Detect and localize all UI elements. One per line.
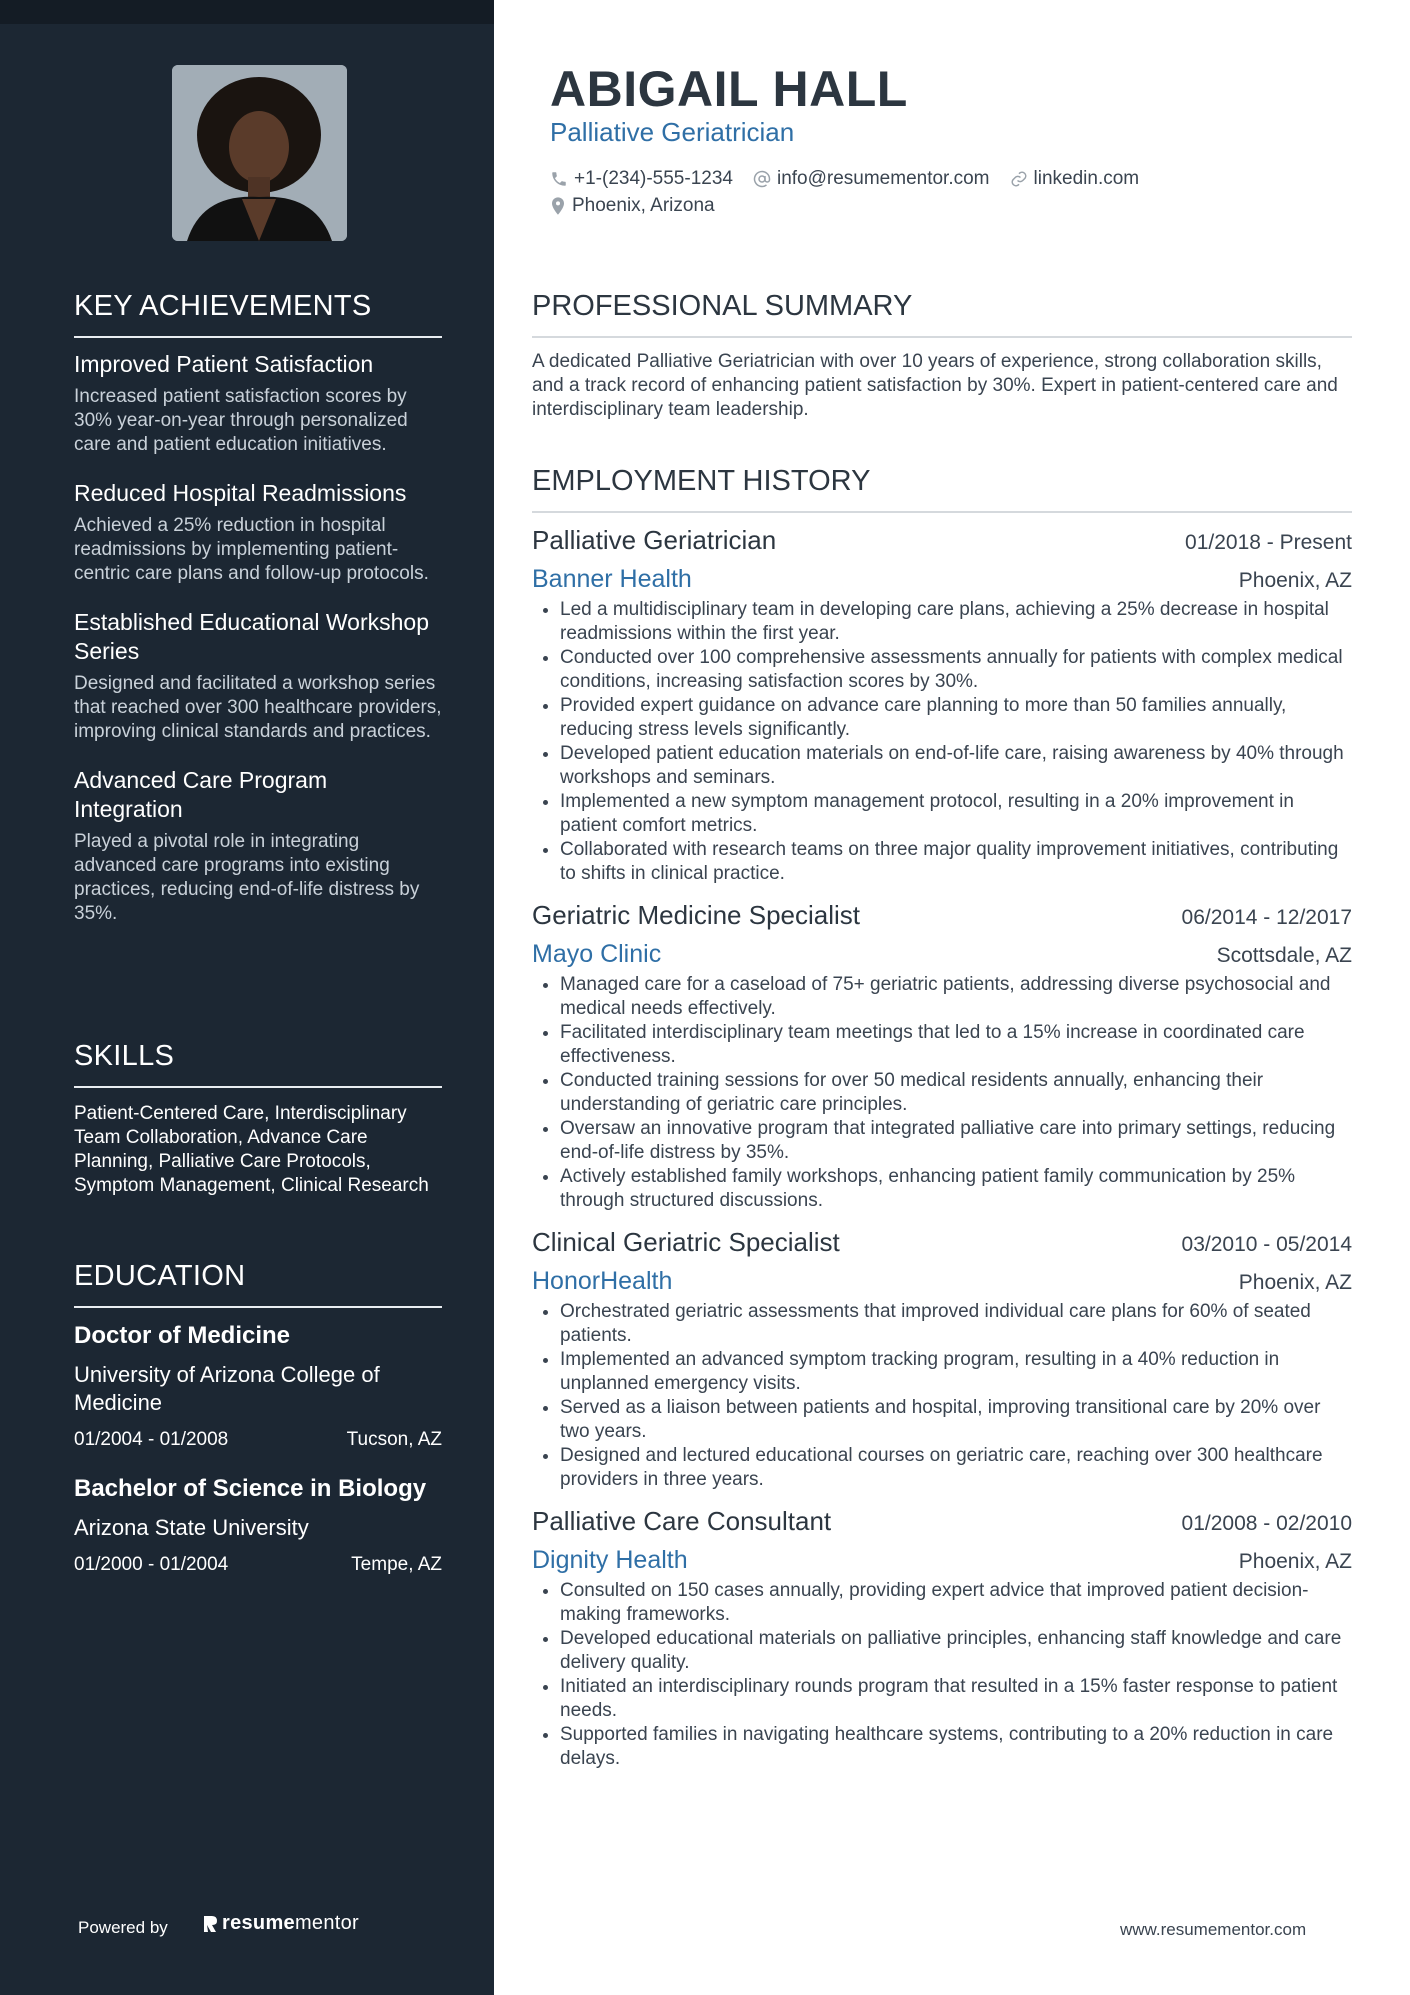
employment-heading: EMPLOYMENT HISTORY bbox=[532, 465, 1352, 513]
company-name: Mayo Clinic bbox=[532, 940, 662, 968]
resumementor-logo[interactable] bbox=[202, 1912, 359, 1935]
job-bullet: • Supported families in navigating healthcare systems, contributing to a 20% reduction in care delays. bbox=[560, 1723, 1352, 1771]
logo-text-bold: resume bbox=[222, 1912, 295, 1934]
summary-section bbox=[532, 290, 1352, 422]
education-dates: 01/2000 - 01/2004 bbox=[74, 1554, 229, 1575]
job-bullet: • Designed and lectured educational courses on geriatric care, reaching over 300 healthcare providers in three years. bbox=[560, 1444, 1352, 1492]
education-school: Arizona State University bbox=[74, 1515, 309, 1540]
sidebar bbox=[0, 0, 494, 1995]
contact-location bbox=[550, 195, 715, 217]
job-dates: 03/2010 - 05/2014 bbox=[1181, 1233, 1352, 1256]
job-bullet: • Implemented an advanced symptom tracking program, resulting in a 40% reduction in unplanned emergency visits. bbox=[560, 1348, 1352, 1396]
job-bullet: • Facilitated interdisciplinary team meetings that led to a 15% increase in coordinated care effectiveness. bbox=[560, 1021, 1352, 1069]
job-location: Phoenix, AZ bbox=[1238, 1271, 1352, 1294]
summary-text: A dedicated Palliative Geriatrician with over 10 years of experience, strong collaboration skills, and a track record of enhancing patient satisfaction by 30%. Expert in patient-centered care and interdisciplinary team leadership. bbox=[532, 351, 1338, 420]
job-dates: 01/2008 - 02/2010 bbox=[1181, 1512, 1352, 1535]
achievements-section bbox=[74, 290, 442, 948]
achievement-title: Reduced Hospital Readmissions bbox=[74, 480, 407, 506]
job-bullet: • Managed care for a caseload of 75+ geriatric patients, addressing diverse psychosocial and medical needs effectively. bbox=[560, 973, 1352, 1021]
footer-website-link[interactable]: www.resumementor.com bbox=[1120, 1920, 1307, 1939]
location-pin-icon bbox=[550, 196, 566, 216]
contact-linkedin[interactable] bbox=[1010, 168, 1140, 190]
contact-info bbox=[550, 165, 1159, 219]
job-title: Clinical Geriatric Specialist bbox=[532, 1227, 840, 1257]
phone-icon bbox=[550, 170, 568, 188]
summary-heading: PROFESSIONAL SUMMARY bbox=[532, 290, 1352, 338]
job-bullets bbox=[532, 1300, 1352, 1492]
achievement-description: Designed and facilitated a workshop series that reached over 300 healthcare providers, improving clinical standards and practices. bbox=[74, 673, 442, 742]
education-item bbox=[74, 1473, 442, 1576]
achievement-item bbox=[74, 766, 442, 926]
employment-section bbox=[532, 465, 1352, 1771]
company-name: Banner Health bbox=[532, 565, 692, 593]
job-bullet: • Conducted over 100 comprehensive assessments annually for patients with complex medical conditions, increasing satisfaction scores by 30%. bbox=[560, 646, 1352, 694]
achievement-item bbox=[74, 608, 442, 744]
job-title: Palliative Geriatrician bbox=[532, 525, 777, 555]
contact-email[interactable] bbox=[753, 168, 990, 190]
job-entry bbox=[532, 900, 1352, 1213]
job-bullet: • Consulted on 150 cases annually, providing expert advice that improved patient decision-making frameworks. bbox=[560, 1579, 1352, 1627]
job-location: Scottsdale, AZ bbox=[1216, 944, 1352, 967]
education-school: University of Arizona College of Medicine bbox=[74, 1362, 380, 1415]
achievement-title: Advanced Care Program Integration bbox=[74, 767, 328, 822]
job-bullet: • Provided expert guidance on advance care planning to more than 50 families annually, reducing stress levels significantly. bbox=[560, 694, 1352, 742]
achievements-heading: KEY ACHIEVEMENTS bbox=[74, 290, 442, 338]
linkedin-text: linkedin.com bbox=[1033, 167, 1140, 189]
achievement-title: Improved Patient Satisfaction bbox=[74, 351, 374, 377]
job-bullets bbox=[532, 1579, 1352, 1771]
sidebar-top-strip bbox=[0, 0, 494, 24]
location-text: Phoenix, Arizona bbox=[572, 194, 715, 216]
link-icon bbox=[1010, 170, 1028, 188]
job-bullet: • Implemented a new symptom management protocol, resulting in a 20% improvement in patient comfort metrics. bbox=[560, 790, 1352, 838]
education-location: Tucson, AZ bbox=[346, 1429, 442, 1450]
skills-list: Patient-Centered Care, Interdisciplinary Team Collaboration, Advance Care Planning, Palliative Care Protocols, Symptom Management, Clinical Research bbox=[74, 1103, 429, 1196]
job-bullets bbox=[532, 973, 1352, 1213]
achievement-item bbox=[74, 479, 442, 586]
education-item bbox=[74, 1320, 442, 1451]
education-heading: EDUCATION bbox=[74, 1260, 442, 1308]
contact-row bbox=[550, 192, 1159, 219]
job-bullets bbox=[532, 598, 1352, 886]
profile-photo-illustration bbox=[172, 65, 347, 241]
education-meta bbox=[74, 1429, 442, 1451]
job-title: Geriatric Medicine Specialist bbox=[532, 900, 861, 930]
job-bullet: • Developed educational materials on palliative principles, enhancing staff knowledge and care delivery quality. bbox=[560, 1627, 1352, 1675]
job-bullet: • Orchestrated geriatric assessments that improved individual care plans for 60% of seated patients. bbox=[560, 1300, 1352, 1348]
email-text: info@resumementor.com bbox=[776, 167, 990, 189]
at-sign-icon bbox=[753, 170, 771, 188]
job-bullet: • Led a multidisciplinary team in developing care plans, achieving a 25% decrease in hospital readmissions within the first year. bbox=[560, 598, 1352, 646]
job-bullet: • Developed patient education materials on end-of-life care, raising awareness by 40% through workshops and seminars. bbox=[560, 742, 1352, 790]
candidate-name: ABIGAIL HALL bbox=[550, 61, 908, 117]
resumementor-logo-icon bbox=[202, 1914, 218, 1934]
job-bullet: • Served as a liaison between patients and hospital, improving transitional care by 20% over two years. bbox=[560, 1396, 1352, 1444]
company-name: Dignity Health bbox=[532, 1546, 688, 1574]
job-bullet: • Collaborated with research teams on three major quality improvement initiatives, contributing to shifts in clinical practice. bbox=[560, 838, 1352, 886]
powered-by-label: Powered by bbox=[78, 1918, 168, 1937]
logo-text-rest: mentor bbox=[294, 1912, 359, 1934]
education-dates: 01/2004 - 01/2008 bbox=[74, 1429, 229, 1450]
education-meta bbox=[74, 1554, 442, 1576]
job-bullet: • Oversaw an innovative program that integrated palliative care into primary settings, reducing end-of-life distress by 35%. bbox=[560, 1117, 1352, 1165]
profile-photo bbox=[172, 65, 347, 241]
job-entry bbox=[532, 525, 1352, 886]
job-location: Phoenix, AZ bbox=[1238, 1550, 1352, 1573]
achievement-title: Established Educational Workshop Series bbox=[74, 609, 430, 664]
achievement-description: Increased patient satisfaction scores by 30% year-on-year through personalized care and patient education initiatives. bbox=[74, 386, 408, 455]
education-location: Tempe, AZ bbox=[351, 1554, 442, 1575]
achievement-description: Played a pivotal role in integrating advanced care programs into existing practices, reducing end-of-life distress by 35%. bbox=[74, 831, 420, 924]
candidate-role: Palliative Geriatrician bbox=[550, 117, 795, 147]
skills-heading: SKILLS bbox=[74, 1040, 442, 1088]
job-bullet: • Initiated an interdisciplinary rounds program that resulted in a 15% faster response to patient needs. bbox=[560, 1675, 1352, 1723]
job-entry bbox=[532, 1227, 1352, 1492]
education-section bbox=[74, 1260, 442, 1576]
achievement-item bbox=[74, 350, 442, 457]
job-dates: 06/2014 - 12/2017 bbox=[1181, 906, 1352, 929]
job-dates: 01/2018 - Present bbox=[1185, 531, 1352, 554]
job-bullet: • Conducted training sessions for over 50 medical residents annually, enhancing their understanding of geriatric care principles. bbox=[560, 1069, 1352, 1117]
job-location: Phoenix, AZ bbox=[1238, 569, 1352, 592]
contact-row bbox=[550, 165, 1159, 192]
company-name: HonorHealth bbox=[532, 1267, 673, 1295]
job-bullet: • Actively established family workshops, enhancing patient family communication by 25% through structured discussions. bbox=[560, 1165, 1352, 1213]
education-degree: Bachelor of Science in Biology bbox=[74, 1475, 427, 1502]
skills-section bbox=[74, 1040, 442, 1198]
job-entry bbox=[532, 1506, 1352, 1771]
achievement-description: Achieved a 25% reduction in hospital readmissions by implementing patient-centric care plans and follow-up protocols. bbox=[74, 515, 429, 584]
phone-text: +1-(234)-555-1234 bbox=[574, 167, 733, 189]
contact-phone[interactable] bbox=[550, 168, 733, 190]
job-title: Palliative Care Consultant bbox=[532, 1506, 832, 1536]
education-degree: Doctor of Medicine bbox=[74, 1322, 291, 1349]
